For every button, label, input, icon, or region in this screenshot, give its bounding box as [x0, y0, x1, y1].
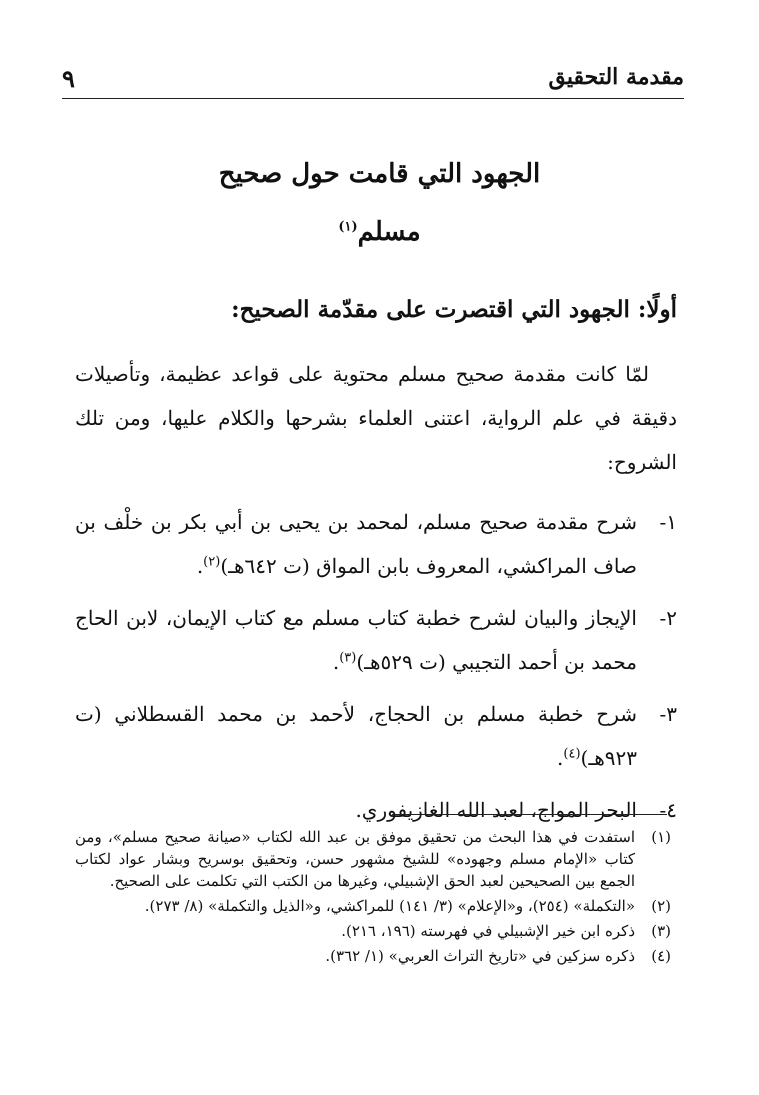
footnote-ref: (٤) — [563, 746, 581, 762]
list-item — [75, 596, 677, 684]
footnote-number: (٤) — [651, 947, 671, 965]
footnote — [75, 945, 671, 967]
list-item-number: ٤- — [659, 798, 677, 822]
list-item — [75, 692, 677, 780]
footnote-text: استفدت في هذا البحث من تحقيق موفق بن عبد الله لكتاب «صيانة صحيح مسلم»، ومن كتاب «الإمام مسلم وجهوده» للشيخ مشهور حسن، وتحقيق بوسريح وبشار عواد لكتاب الجمع بين الصحيحين لعبد الحق الإشبيلي، وغيرها من الكتب التي تكلمت على الصحيح. — [75, 828, 635, 890]
section-heading: أولًا: الجهود التي اقتصرت على مقدّمة الصحيح: — [231, 296, 677, 323]
list-item-text: شرح مقدمة صحيح مسلم، لمحمد بن يحيى بن أبي بكر بن خلْف بن صاف المراكشي، المعروف بابن المواق (ت ٦٤٢هـ) — [75, 510, 637, 578]
footnote-ref: (٢) — [203, 554, 221, 570]
page-number: ٩ — [62, 64, 75, 93]
footnotes — [75, 826, 671, 970]
running-header — [62, 58, 684, 99]
footnote — [75, 920, 671, 942]
footnote-text: ذكره ابن خير الإشبيلي في فهرسته (١٩٦، ٢١٦). — [341, 922, 635, 940]
footnote-text: ذكره سزكين في «تاريخ التراث العربي» (١/ ٣٦٢). — [325, 947, 635, 965]
running-title: مقدمة التحقيق — [548, 64, 684, 90]
footnote-divider — [392, 814, 667, 815]
list-item-end: . — [557, 746, 564, 770]
works-list — [75, 500, 677, 840]
list-item — [75, 500, 677, 588]
chapter-title-word: مسلم — [357, 217, 421, 247]
list-item-text: الإيجاز والبيان لشرح خطبة كتاب مسلم مع كتاب الإيمان، لابن الحاج محمد بن أحمد التجيبي (ت ٥٢٩هـ) — [75, 606, 637, 674]
chapter-title — [60, 145, 699, 261]
footnote-number: (٢) — [651, 897, 671, 915]
footnote — [75, 826, 671, 892]
footnote-number: (١) — [651, 828, 671, 846]
footnote — [75, 895, 671, 917]
chapter-title-line2 — [60, 203, 699, 261]
intro-text: لمّا كانت مقدمة صحيح مسلم محتوية على قواعد عظيمة، وتأصيلات دقيقة في علم الرواية، اعتنى العلماء بشرحها والكلام عليها، ومن تلك الشروح: — [75, 362, 677, 474]
list-item-text: البحر المواج، لعبد الله الغازيفوري. — [355, 798, 637, 822]
list-item-number: ١- — [659, 510, 677, 534]
list-item-end: . — [332, 650, 340, 674]
footnote-number: (٣) — [651, 922, 671, 940]
list-item-end: . — [196, 554, 204, 578]
footnote-ref: (١) — [338, 219, 358, 235]
list-item-number: ٣- — [659, 702, 677, 726]
intro-paragraph — [75, 352, 677, 484]
list-item-number: ٢- — [659, 606, 677, 630]
footnote-text: «التكملة» (٢٥٤)، و«الإعلام» (٣/ ١٤١) للمراكشي، و«الذيل والتكملة» (٨/ ٢٧٣). — [144, 897, 635, 915]
list-item-text: شرح خطبة مسلم بن الحجاج، لأحمد بن محمد القسطلاني (ت ٩٢٣هـ) — [75, 702, 637, 770]
chapter-title-line1: الجهود التي قامت حول صحيح — [218, 159, 541, 189]
footnote-ref: (٣) — [339, 650, 357, 666]
